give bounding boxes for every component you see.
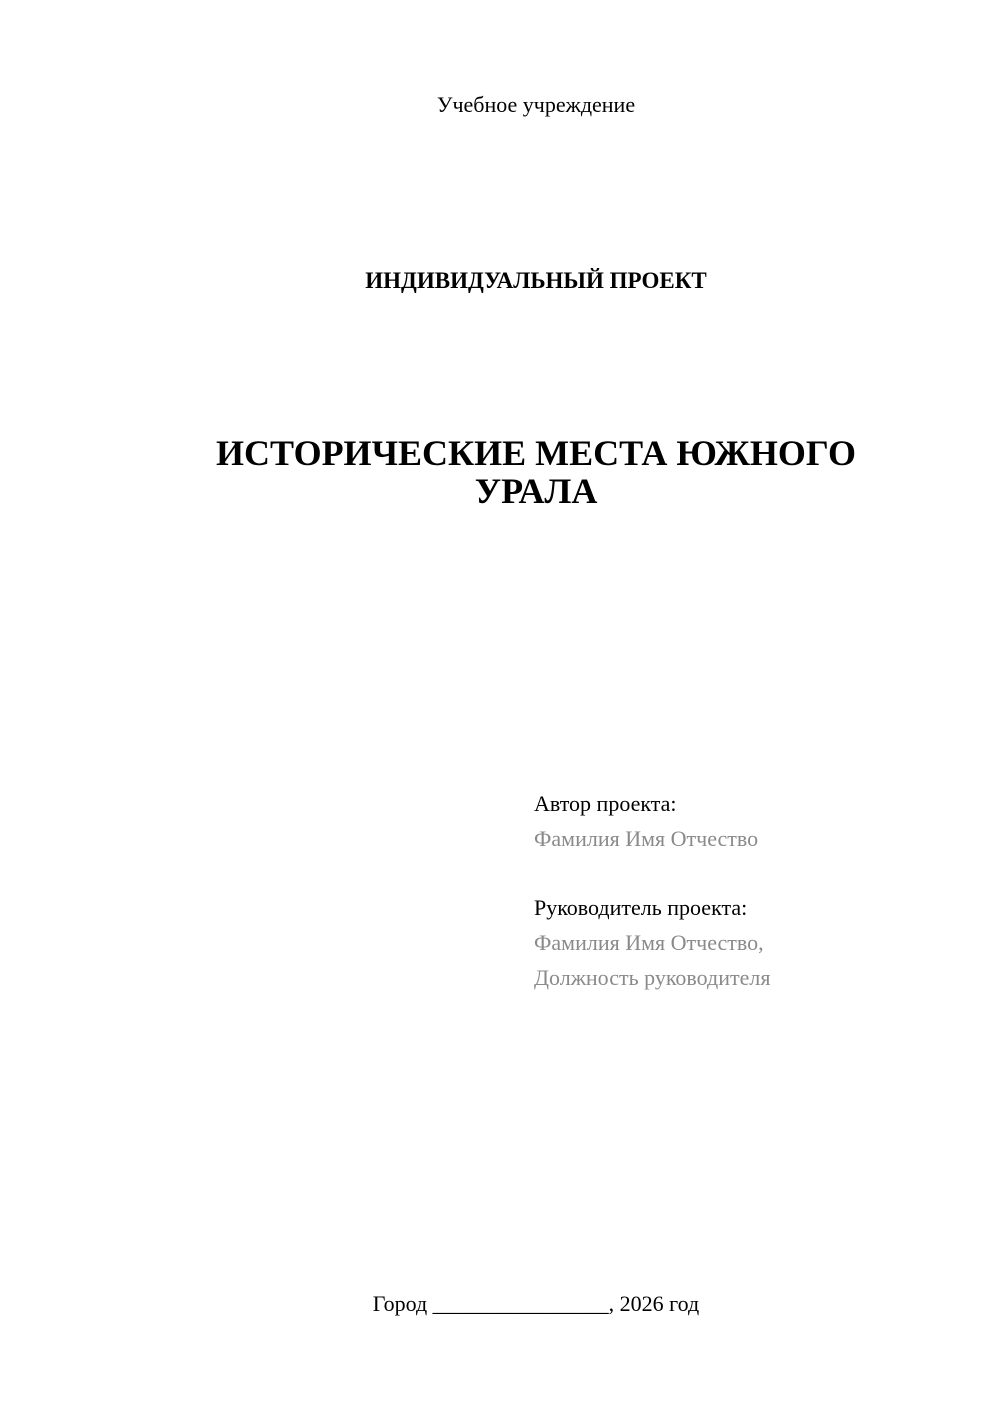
project-title-line-2: УРАЛА	[474, 471, 598, 511]
project-info-block	[534, 786, 974, 995]
supervisor-label: Руководитель проекта:	[534, 895, 748, 920]
author-name: Фамилия Имя Отчество	[534, 826, 759, 851]
project-type-heading: ИНДИВИДУАЛЬНЫЙ ПРОЕКТ	[365, 268, 707, 293]
city-year-footer: Город ________________, 2026 год	[372, 1291, 700, 1316]
supervisor-position: Должность руководителя	[534, 965, 771, 990]
institution-name: Учебное учреждение	[436, 92, 636, 117]
info-spacer	[534, 856, 974, 890]
project-title-line-1: ИСТОРИЧЕСКИЕ МЕСТА ЮЖНОГО	[216, 433, 856, 473]
project-title	[0, 434, 1000, 510]
author-label: Автор проекта:	[534, 791, 677, 816]
supervisor-name: Фамилия Имя Отчество,	[534, 930, 764, 955]
